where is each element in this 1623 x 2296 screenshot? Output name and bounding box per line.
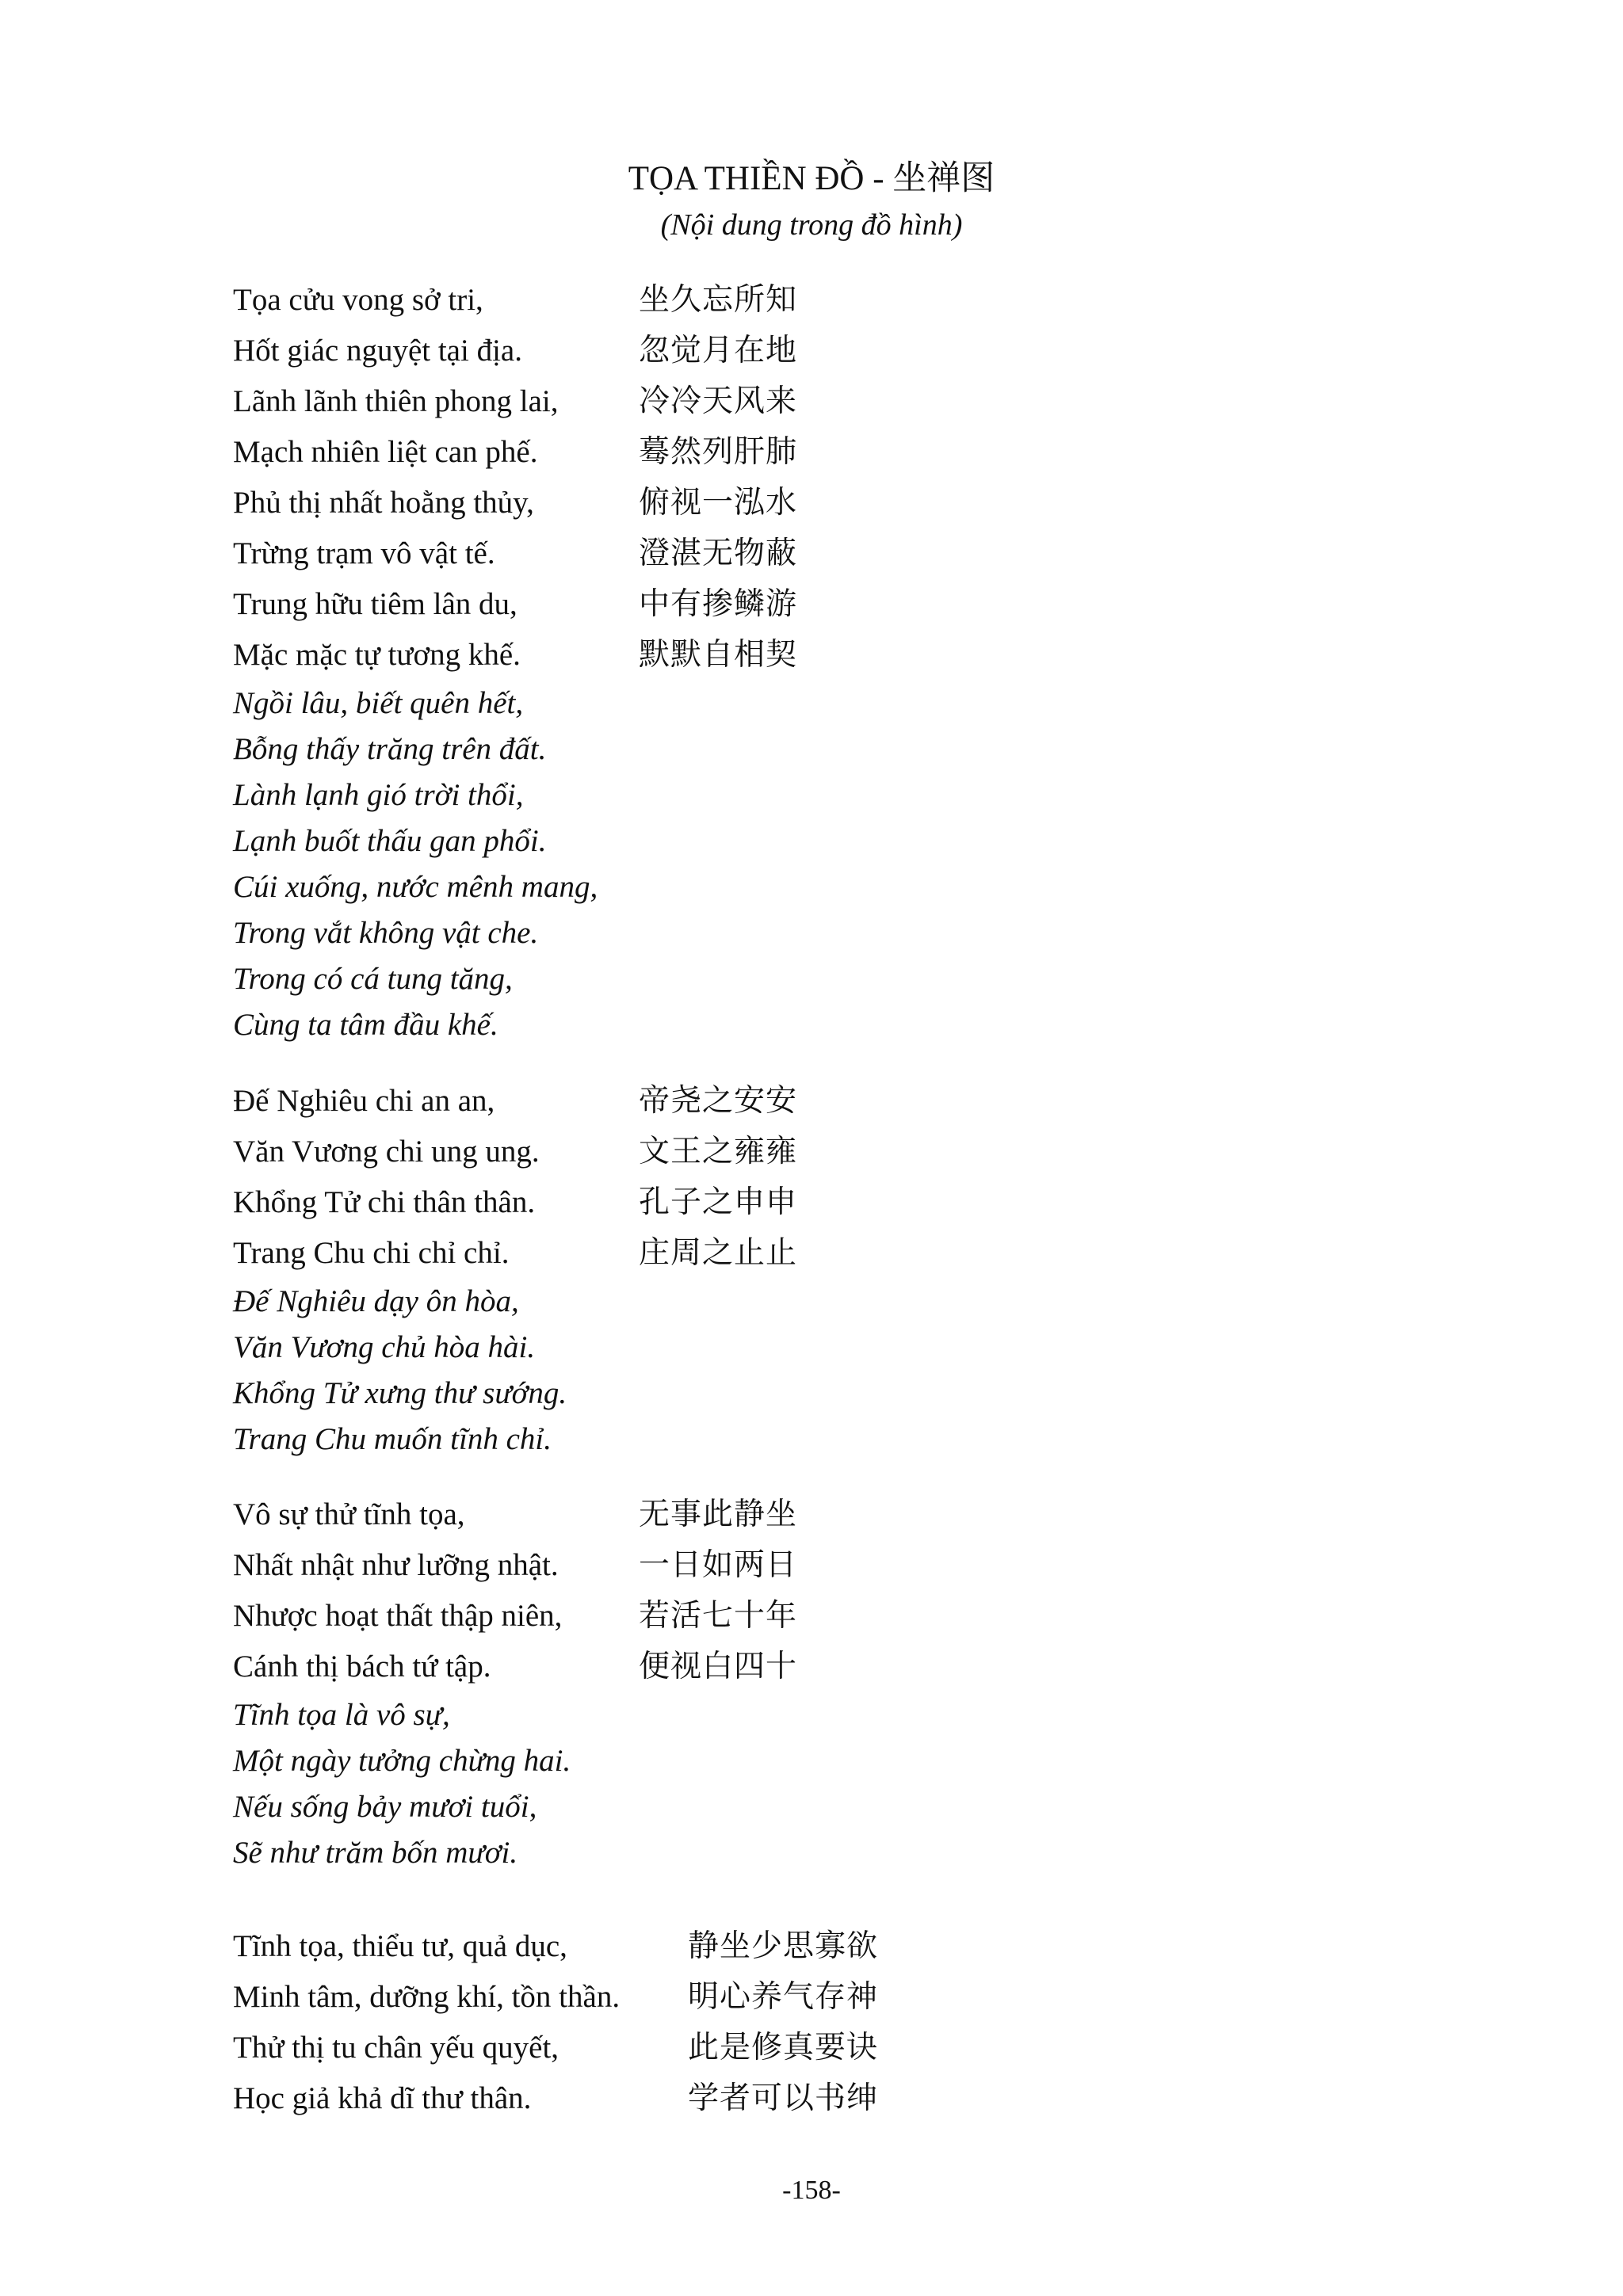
verse-chinese: 无事此静坐 [639,1497,798,1532]
translation-line: Ngồi lâu, biết quên hết, [233,686,524,720]
verse-chinese: 蓦然列肝肺 [639,434,798,470]
verse-vietnamese: Tọa cửu vong sở tri, [233,283,483,317]
verse-chinese: 孔子之申申 [639,1184,798,1220]
verse-vietnamese: Đế Nghiêu chi an an, [233,1084,495,1118]
verse-chinese: 俯视一泓水 [639,485,798,521]
verse-vietnamese: Lãnh lãnh thiên phong lai, [233,384,559,418]
verse-vietnamese: Minh tâm, dưỡng khí, tồn thần. [233,1980,621,2014]
verse-chinese: 庄周之止止 [639,1235,798,1271]
verse-chinese: 若活七十年 [639,1598,798,1634]
verse-chinese: 默默自相契 [639,637,798,673]
translation-line: Sẽ như trăm bốn mươi. [233,1836,518,1870]
translation-line: Cùng ta tâm đầu khế. [233,1008,498,1042]
verse-chinese: 澄湛无物蔽 [639,536,798,571]
stanza-4 [233,1921,1422,2124]
verse-vietnamese: Trung hữu tiêm lân du, [233,587,517,621]
verse-line [233,427,1422,478]
verse-vietnamese: Thử thị tu chân yếu quyết, [233,2031,559,2065]
verse-chinese: 明心养气存神 [688,1979,879,2015]
translation-line: Trong vắt không vật che. [233,916,539,950]
verse-line [233,326,1422,376]
verse-chinese: 冷冷天风来 [639,383,798,419]
verse-chinese: 中有掺鳞游 [639,586,798,622]
verse-chinese: 坐久忘所知 [639,282,798,318]
verse-line [233,2023,1422,2073]
translation-line: Nếu sống bảy mươi tuổi, [233,1790,537,1824]
verse-line [233,376,1422,427]
verse-line [233,1591,1422,1642]
translation-line: Bỗng thấy trăng trên đất. [233,732,547,766]
page-number: -158- [782,2176,841,2205]
verse-line [233,1127,1422,1177]
verse-vietnamese: Trừng trạm vô vật tế. [233,536,495,570]
verse-line [233,528,1422,579]
stanza-3 [233,1489,1422,1876]
verse-vietnamese: Học giả khả dĩ thư thân. [233,2081,532,2115]
verse-vietnamese: Nhất nhật như lưỡng nhật. [233,1548,559,1582]
verse-line [233,1177,1422,1228]
stanza-2 [233,1076,1422,1463]
translation-line: Khổng Tử xưng thư sướng. [233,1376,567,1410]
verse-vietnamese: Mặc mặc tự tương khế. [233,638,521,672]
verse-chinese: 便视白四十 [639,1649,798,1684]
verse-line [233,1540,1422,1591]
verse-line [233,630,1422,681]
verse-line [233,478,1422,528]
verse-line [233,1489,1422,1540]
verse-vietnamese: Hốt giác nguyệt tại địa. [233,334,522,368]
stanza-1 [233,275,1422,1048]
verse-line [233,579,1422,630]
verse-line [233,1972,1422,2023]
verse-vietnamese: Văn Vương chi ung ung. [233,1135,540,1169]
verse-line [233,275,1422,326]
verse-vietnamese: Phủ thị nhất hoằng thủy, [233,486,534,520]
translation-line: Trang Chu muốn tĩnh chỉ. [233,1422,552,1456]
translation-line: Lành lạnh gió trời thổi, [233,778,524,812]
verse-vietnamese: Khổng Tử chi thân thân. [233,1185,536,1219]
verse-chinese: 忽觉月在地 [639,333,798,368]
page-title: TỌA THIỀN ĐỒ - 坐禅图 [628,160,995,197]
verse-chinese: 帝尧之安安 [639,1083,798,1119]
verse-line [233,1642,1422,1692]
verse-chinese: 此是修真要诀 [688,2030,879,2065]
translation-line: Cúi xuống, nước mênh mang, [233,870,598,904]
verse-chinese: 学者可以书绅 [688,2081,879,2116]
verse-chinese: 文王之雍雍 [639,1134,798,1169]
verse-vietnamese: Cánh thị bách tứ tập. [233,1650,491,1684]
verse-vietnamese: Tĩnh tọa, thiểu tư, quả dục, [233,1929,567,1963]
translation-line: Trong có cá tung tăng, [233,962,513,996]
verse-chinese: 静坐少思寡欲 [688,1928,879,1964]
verse-vietnamese: Trang Chu chi chỉ chỉ. [233,1236,510,1270]
translation-line: Một ngày tưởng chừng hai. [233,1744,571,1778]
translation-line: Tĩnh tọa là vô sự, [233,1698,450,1732]
translation-line: Văn Vương chủ hòa hài. [233,1330,536,1364]
verse-line [233,1921,1422,1972]
verse-line [233,1076,1422,1127]
verse-chinese: 一日如两日 [639,1547,798,1583]
page-subtitle: (Nội dung trong đồ hình) [660,208,963,242]
verse-line [233,2073,1422,2124]
verse-vietnamese: Mạch nhiên liệt can phế. [233,435,538,469]
verse-vietnamese: Nhược hoạt thất thập niên, [233,1599,563,1633]
translation-line: Đế Nghiêu dạy ôn hòa, [233,1284,519,1318]
verse-line [233,1228,1422,1279]
verse-vietnamese: Vô sự thử tĩnh tọa, [233,1497,465,1531]
translation-line: Lạnh buốt thấu gan phổi. [233,824,547,858]
